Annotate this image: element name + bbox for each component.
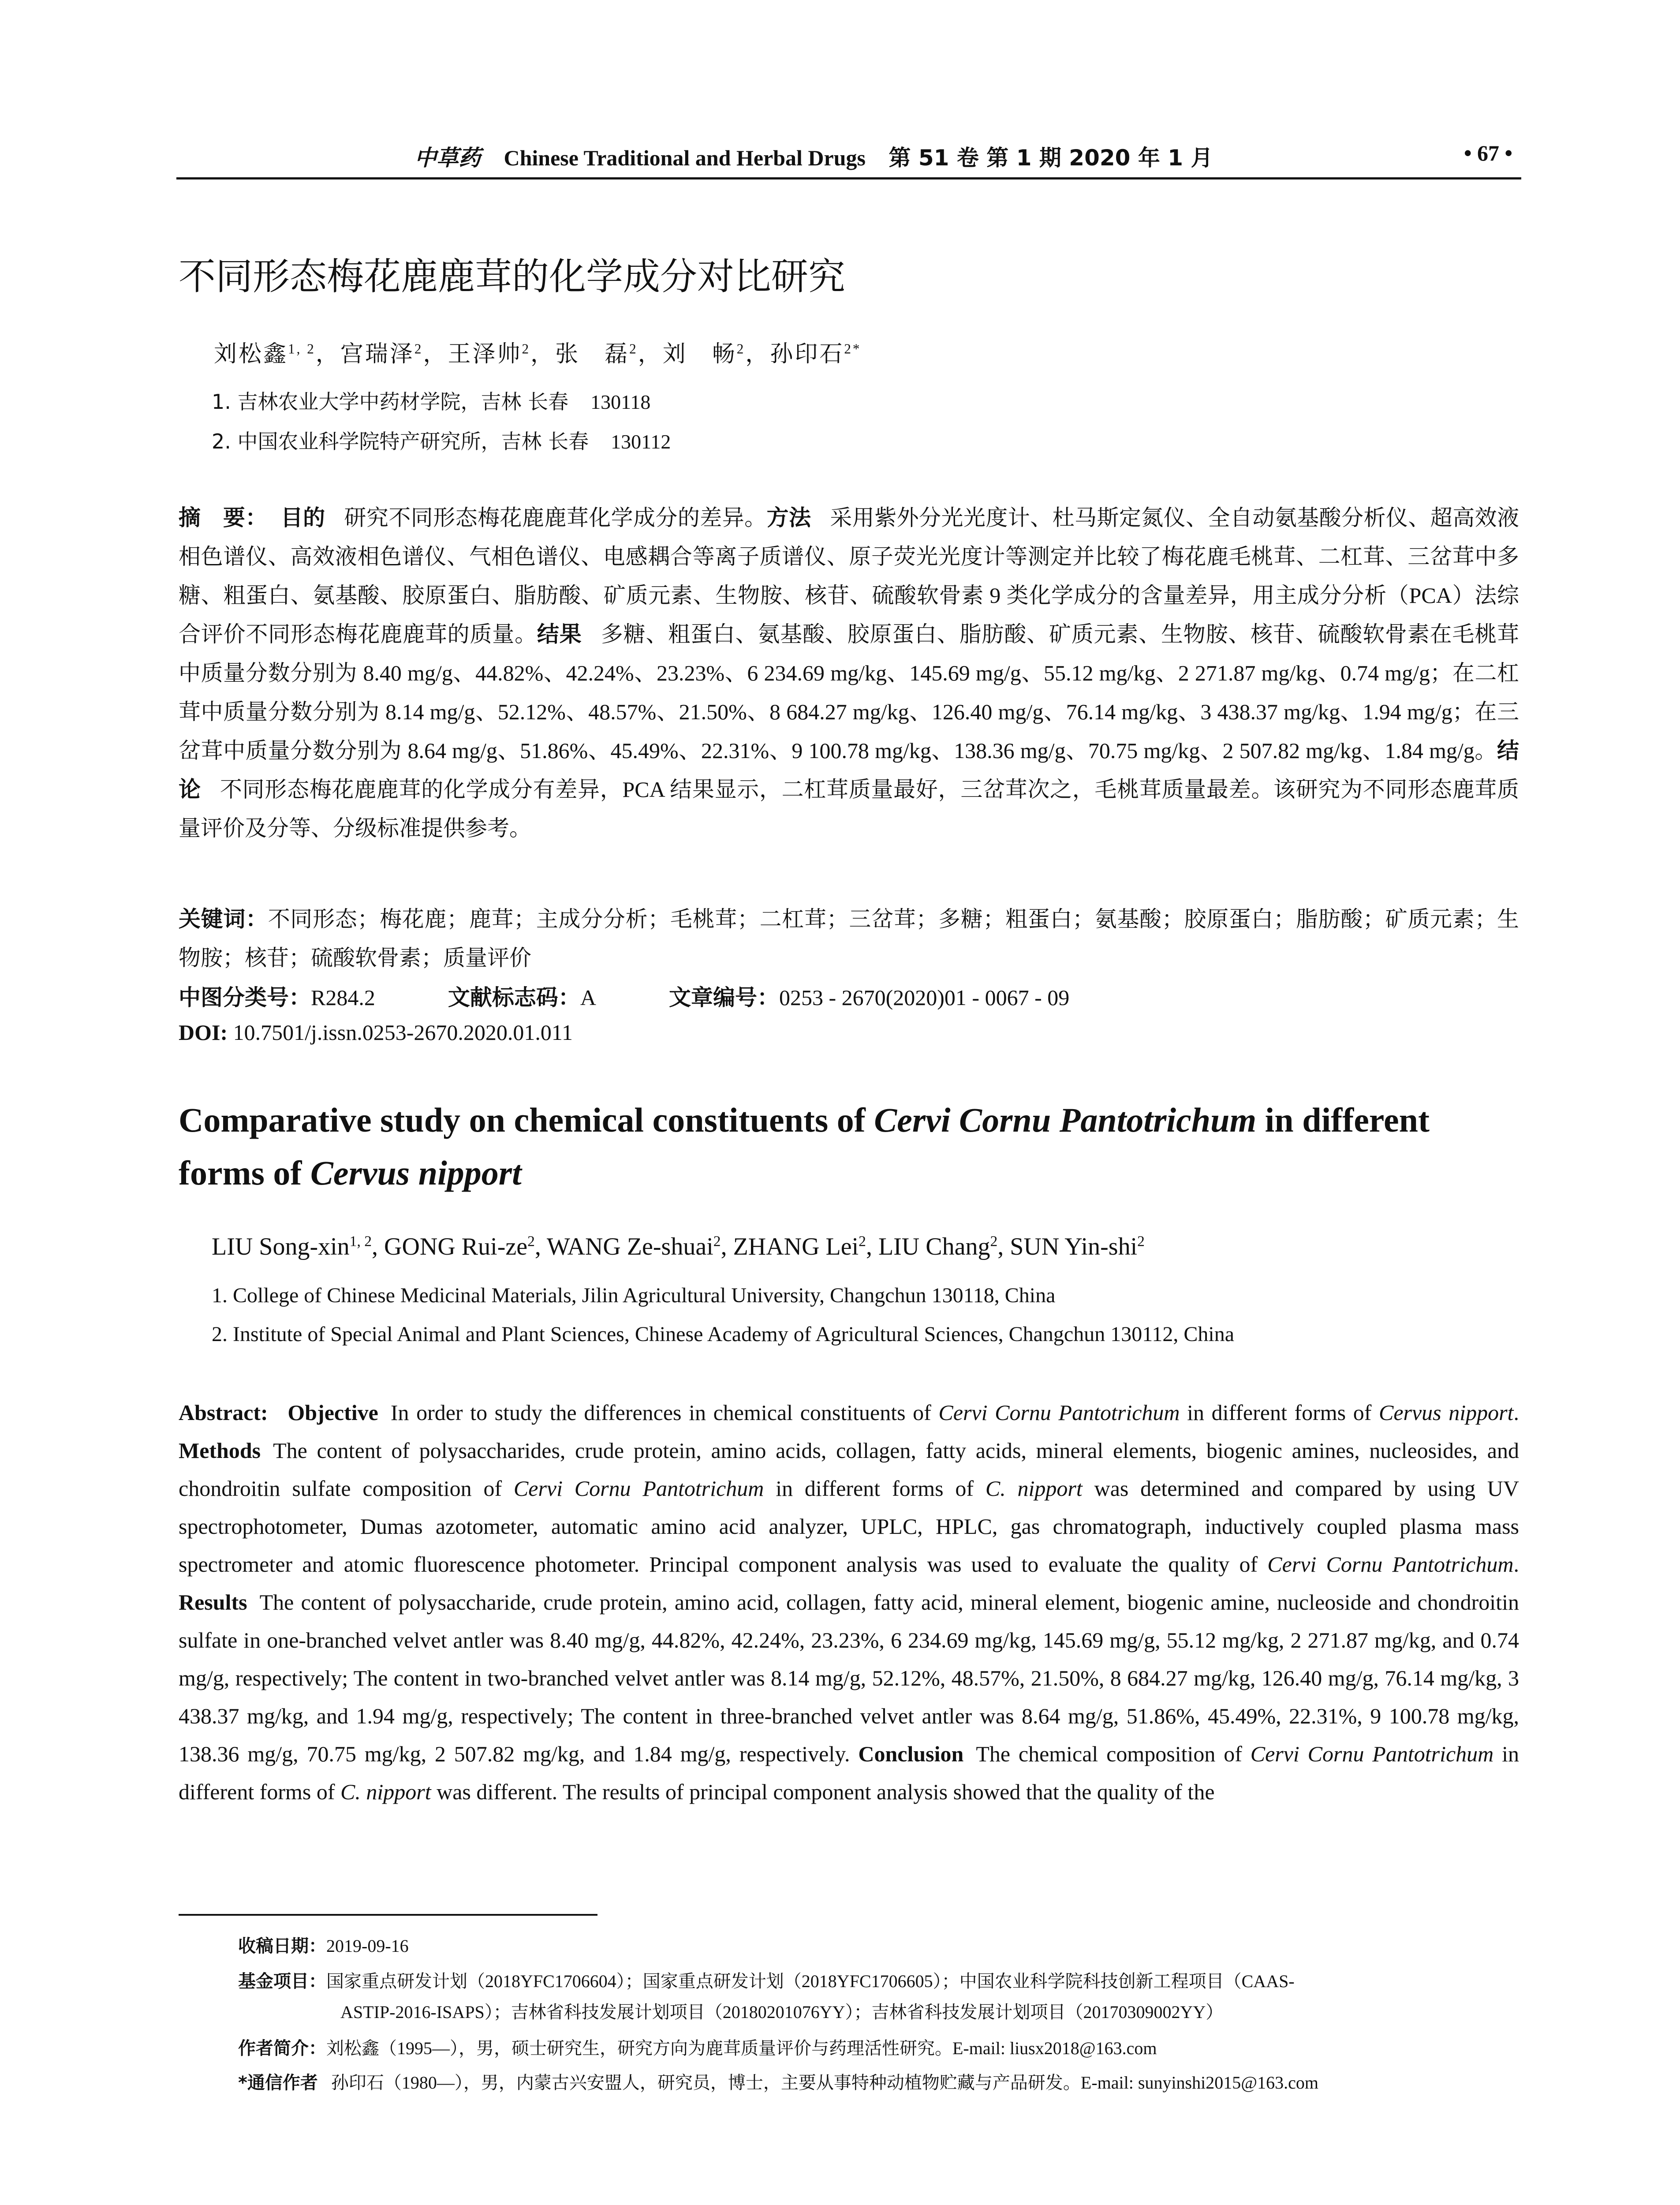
results-label: 结果 — [537, 621, 582, 647]
author-sup: 2 — [1137, 1233, 1145, 1250]
footnote-author — [238, 2034, 1519, 2063]
conclusion-text: 不同形态梅花鹿鹿茸的化学成分有差异，PCA 结果显示，二杠茸质量最好，三岔茸次之，毛桃茸质量最差。该研究为不同形态鹿茸质量评价及分等、分级标准提供参考。 — [179, 777, 1519, 841]
author-en: ZHANG Lei — [733, 1233, 859, 1260]
conclusion-text: in different forms of — [179, 1742, 1519, 1804]
doi-label: DOI: — [179, 1020, 228, 1045]
author-cn: 刘松鑫 — [214, 342, 288, 367]
objective-label: Objective — [287, 1400, 378, 1425]
doc-code-label: 文献标志码： — [448, 985, 580, 1010]
author-bio: 刘松鑫（1995—），男，硕士研究生，研究方向为鹿茸质量评价与药理活性研究。E-mail: liusx2018@163.com — [326, 2038, 1157, 2058]
keywords-cn — [179, 900, 1519, 977]
author-sup: 2* — [844, 341, 862, 357]
separator: ， — [423, 342, 448, 367]
footnote-fund — [238, 1967, 1519, 1996]
species-italic: Cervi Cornu Pantotrichum — [1267, 1552, 1514, 1577]
abstract-label: 摘 要： — [179, 505, 268, 531]
methods-text: was determined and compared by using UV spectrophotometer, Dumas azotometer, automatic amino acid analyzer, UPLC, HPLC, gas chromatograph, inductively coupled plasma mass spectrometer and atomic fluorescence photometer. Principal component analysis was used to evaluate the quality of — [179, 1476, 1519, 1577]
author-cn: 张 磊 — [555, 342, 630, 367]
author-sup: 2 — [527, 1233, 535, 1250]
species-italic: Cervus nipport — [1378, 1400, 1514, 1425]
title-en — [179, 1094, 1519, 1200]
abstract-label: Abstract: — [179, 1400, 268, 1425]
author-bio-label: 作者简介： — [238, 2038, 326, 2059]
results-label: Results — [179, 1590, 247, 1615]
species-italic: C. nipport — [985, 1476, 1083, 1501]
objective-text: 研究不同形态梅花鹿鹿茸化学成分的差异。 — [344, 505, 767, 530]
fund-text: 国家重点研发计划（2018YFC1706604）；国家重点研发计划（2018YFC1706605）；中国农业科学院科技创新工程项目（CAAS- — [326, 1971, 1295, 1991]
author-sup: 2 — [990, 1233, 998, 1250]
doi-link[interactable]: 10.7501/j.issn.0253-2670.2020.01.011 — [233, 1020, 573, 1045]
conclusion-text: The chemical composition of — [976, 1742, 1251, 1766]
footnote-corresponding — [238, 2068, 1519, 2097]
title-en-text: Comparative study on chemical constituents of — [179, 1101, 874, 1139]
species-italic: Cervi Cornu Pantotrichum — [1250, 1742, 1494, 1766]
affiliation-cn-1 — [212, 386, 650, 415]
received-label: 收稿日期： — [238, 1936, 326, 1956]
affiliation-en-2: 2. Institute of Special Animal and Plant Sciences, Chinese Academy of Agricultural Sciences, Changchun 130112, China — [212, 1323, 1235, 1346]
page-number: • 67 • — [1463, 141, 1512, 165]
classification-line — [179, 980, 1069, 1012]
author-sup: 2 — [713, 1233, 721, 1250]
author-en: WANG Ze-shuai — [546, 1233, 713, 1260]
author-sup: 2 — [736, 341, 746, 357]
corresponding-bio: 孙印石（1980—），男，内蒙古兴安盟人，研究员，博士，主要从事特种动植物贮藏与产品研发。E-mail: sunyinshi2015@163.com — [331, 2073, 1318, 2093]
affiliation-text: 2. 中国农业科学院特产研究所，吉林 长春 — [212, 430, 589, 453]
title-en-text: in different forms of — [179, 1101, 1430, 1192]
title-en-italic: Cervi Cornu Pantotrichum — [874, 1101, 1257, 1139]
methods-text: 采用紫外分光光度计、杜马斯定氮仪、全自动氨基酸分析仪、超高效液相色谱仪、高效液相色谱仪、气相色谱仪、电感耦合等离子质谱仪、原子荧光光度计等测定并比较了梅花鹿毛桃茸、二杠茸、三岔茸中多糖、粗蛋白、氨基酸、胶原蛋白、脂肪酸、矿质元素、生物胺、核苷、硫酸软骨素 9 类化学成分的含量差异，用主成分分析（PCA）法综合评价不同形态梅花鹿鹿茸的质量。 — [179, 505, 1519, 647]
author-en: LIU Song-xin — [212, 1233, 350, 1260]
postal-code: 130118 — [590, 391, 651, 413]
doc-code-value: A — [580, 985, 596, 1010]
separator: ， — [638, 342, 663, 367]
article-no-label: 文章编号： — [668, 985, 779, 1010]
doi-line — [179, 1020, 573, 1045]
journal-header — [414, 140, 1213, 172]
author-en: LIU Chang — [878, 1233, 990, 1260]
author-cn: 孙印石 — [770, 342, 844, 367]
author-sup: 1, 2 — [349, 1233, 372, 1250]
species-italic: Cervi Cornu Pantotrichum — [938, 1400, 1180, 1425]
author-sup: 1, 2 — [288, 341, 316, 357]
author-cn: 刘 畅 — [662, 342, 737, 367]
authors-en: LIU Song-xin$^{1, 2}$, GONG Rui-$ze^2$, WANG Ze-shuai$^2$, ZHANG Lei$^2$, LIU Chang$^2$, SUN Yin-shi$^2$ — [212, 1233, 1145, 1260]
author-sup: 2 — [414, 341, 423, 357]
author-sup: 2 — [629, 341, 638, 357]
clc-value: R284.2 — [311, 985, 375, 1010]
methods-text: . — [1513, 1552, 1519, 1577]
species-italic: Cervi Cornu Pantotrichum — [513, 1476, 764, 1501]
keywords-label: 关键词： — [179, 906, 268, 932]
corresponding-label: *通信作者 — [238, 2073, 318, 2093]
affiliation-text: 1. 吉林农业大学中药材学院，吉林 长春 — [212, 390, 569, 414]
objective-text: In order to study the differences in chemical constituents of — [390, 1400, 939, 1425]
footnote-fund-cont: ASTIP-2016-ISAPS）；吉林省科技发展计划项目（20180201076YY）；吉林省科技发展计划项目（20170309002YY） — [340, 2002, 1224, 2022]
species-italic: C. nipport — [340, 1779, 431, 1804]
footnote-rule — [179, 1914, 597, 1916]
objective-text: in different forms of — [1180, 1400, 1379, 1425]
methods-text: The content of polysaccharides, crude protein, amino acids, collagen, fatty acids, mineral elements, biogenic amines, nucleosides, and chondroitin sulfate composition of — [179, 1438, 1519, 1501]
affiliation-cn-2 — [212, 426, 671, 455]
journal-name-cn: 中草药 — [414, 145, 481, 171]
title-cn: 不同形态梅花鹿鹿茸的化学成分对比研究 — [179, 255, 846, 298]
methods-label: 方法 — [766, 505, 811, 531]
separator: ， — [530, 342, 556, 367]
conclusion-text: was different. The results of principal component analysis showed that the quality of the — [431, 1779, 1215, 1804]
abstract-cn — [179, 498, 1519, 848]
abstract-en — [179, 1394, 1519, 1811]
clc-label: 中图分类号： — [179, 985, 311, 1010]
author-sup: 2 — [859, 1233, 866, 1250]
objective-label: 目的 — [280, 505, 325, 531]
journal-issue: 第 51 卷 第 1 期 2020 年 1 月 — [889, 145, 1213, 171]
conclusion-label: 结论 — [179, 738, 1519, 802]
footnote-received — [238, 1932, 1519, 1961]
authors-cn — [214, 335, 862, 368]
conclusion-label: Conclusion — [858, 1742, 964, 1766]
results-text: The content of polysaccharide, crude protein, amino acid, collagen, fatty acid, mineral element, biogenic amine, nucleoside and chondroitin sulfate in one-branched velvet antler was 8.40 mg/g, 44.82%, 42.24%, 23.23%, 6 234.69 mg/kg, 145.69 mg/g, 55.12 mg/kg, 2 271.87 mg/kg, and 0.74 mg/g, respectively; The content in two-branched velvet antler was 8.14 mg/g, 52.12%, 48.57%, 21.50%, 8 684.27 mg/kg, 126.40 mg/g, 76.14 mg/kg, 3 438.37 mg/kg, and 1.94 mg/g, respectively; The content in three-branched velvet antler was 8.64 mg/g, 51.86%, 45.49%, 22.31%, 9 100.78 mg/kg, 138.36 mg/g, 70.75 mg/kg, 2 507.82 mg/kg, and 1.84 mg/g, respectively. — [179, 1590, 1519, 1766]
keywords-text: 不同形态；梅花鹿；鹿茸；主成分分析；毛桃茸；二杠茸；三岔茸；多糖；粗蛋白；氨基酸；胶原蛋白；脂肪酸；矿质元素；生物胺；核苷；硫酸软骨素；质量评价 — [179, 907, 1519, 970]
results-text: 多糖、粗蛋白、氨基酸、胶原蛋白、脂肪酸、矿质元素、生物胺、核苷、硫酸软骨素在毛桃茸中质量分数分别为 8.40 mg/g、44.82%、42.24%、23.23%、6 234.69 mg/kg、145.69 mg/g、55.12 mg/kg、2 271.87 mg/kg、0.74 mg/g；在二杠茸中质量分数分别为 8.14 mg/g、52.12%、48.57%、21.50%、8 684.27 mg/kg、126.40 mg/g、76.14 mg/kg、3 438.37 mg/kg、1.94 mg/g；在三岔茸中质量分数分别为 8.64 mg/g、51.86%、45.49%、22.31%、9 100.78 mg/kg、138.36 mg/g、70.75 mg/kg、2 507.82 mg/kg、1.84 mg/g。 — [179, 622, 1519, 763]
author-en: GONG Rui-ze — [384, 1233, 528, 1260]
header-rule — [176, 177, 1521, 179]
author-en: SUN Yin-shi — [1010, 1233, 1138, 1260]
methods-text: in different forms of — [764, 1476, 986, 1501]
fund-label: 基金项目： — [238, 1971, 326, 1992]
affiliation-en-1: 1. College of Chinese Medicinal Materials, Jilin Agricultural University, Changchun 130118, China — [212, 1284, 1056, 1307]
journal-name-en: Chinese Traditional and Herbal Drugs — [504, 146, 866, 170]
author-sup: 2 — [522, 341, 531, 357]
author-cn: 宫瑞泽 — [340, 342, 414, 367]
article-no-value: 0253 - 2670(2020)01 - 0067 - 09 — [779, 985, 1070, 1010]
separator: ， — [315, 342, 340, 367]
postal-code: 130112 — [611, 430, 671, 453]
running-header — [176, 140, 1521, 176]
author-cn: 王泽帅 — [448, 342, 522, 367]
methods-label: Methods — [179, 1438, 261, 1463]
objective-text: . — [1513, 1400, 1519, 1425]
title-en-italic: Cervus nipport — [310, 1154, 522, 1192]
received-date: 2019-09-16 — [326, 1936, 409, 1956]
separator: ， — [745, 342, 770, 367]
